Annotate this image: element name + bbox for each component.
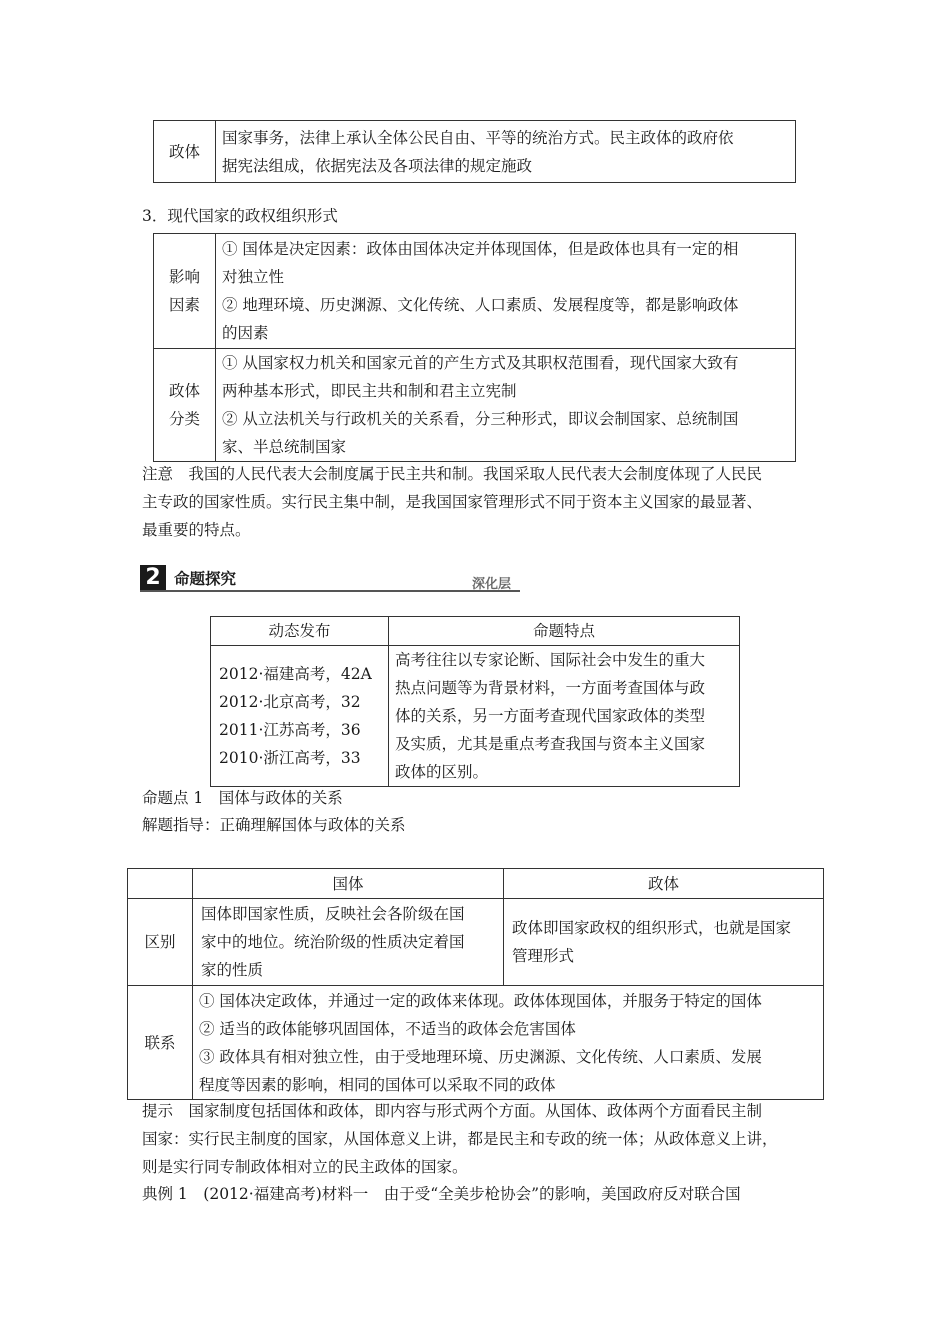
- diff-line: 家中的地位。统治阶级的性质决定着国: [201, 933, 465, 951]
- section3-heading: 3．现代国家的政权组织形式: [142, 207, 338, 225]
- features-line: 政体的区别。: [395, 763, 489, 781]
- connection-content: [193, 986, 824, 1100]
- connection-line: ③ 政体具有相对独立性，由于受地理环境、历史渊源、文化传统、人口素质、发展: [199, 1047, 762, 1066]
- difference-guoti: [193, 899, 504, 986]
- point1-guide: 解题指导：正确理解国体与政体的关系: [142, 816, 406, 834]
- connection-line: ① 国体决定政体，并通过一定的政体来体现。政体体现国体，并服务于特定的国体: [199, 991, 762, 1010]
- hint-paragraph: [142, 1097, 778, 1181]
- exam-list: [211, 646, 389, 787]
- top-table-content: [216, 121, 796, 183]
- regime-form-table: [153, 233, 796, 462]
- difference-zhengti: [504, 899, 824, 986]
- hint-line: 提示 国家制度包括国体和政体，即内容与形式两个方面。从国体、政体两个方面看民主制: [142, 1102, 763, 1120]
- features-line: 高考往往以专家论断、国际社会中发生的重大: [395, 651, 706, 669]
- features-line: 热点问题等为背景材料，一方面考查国体与政: [395, 679, 706, 697]
- exam-item: 2011·江苏高考，36: [219, 721, 361, 739]
- diff-line: 政体即国家政权的组织形式，也就是国家: [512, 919, 792, 937]
- exam-item: 2012·福建高考，42A: [219, 665, 372, 683]
- section-subtitle: 深化层: [472, 577, 512, 592]
- diff-line: 家的性质: [201, 961, 264, 979]
- exam-item: 2012·北京高考，32: [219, 693, 361, 711]
- influence-factors-label: [154, 234, 216, 349]
- features-line: 体的关系，另一方面考查现代国家政体的类型: [395, 707, 706, 725]
- influence-factors-content: [216, 234, 796, 349]
- top-table: [153, 120, 796, 183]
- section-number: 2: [140, 565, 166, 591]
- content-line: 的因素: [222, 324, 269, 342]
- section-divider: [140, 590, 520, 592]
- features-text: [389, 646, 740, 787]
- header-guoti: 国体: [193, 869, 504, 899]
- difference-label: 区别: [128, 899, 193, 986]
- features-line: 及实质，尤其是重点考查我国与资本主义国家: [395, 735, 706, 753]
- regime-classification-content: [216, 349, 796, 462]
- content-line: ② 地理环境、历史渊源、文化传统、人口素质、发展程度等，都是影响政体: [222, 296, 739, 314]
- section-title: 命题探究: [174, 570, 237, 588]
- top-table-line: 据宪法组成，依据宪法及各项法律的规定施政: [222, 156, 533, 175]
- hint-line: 则是实行同专制政体相对立的民主政体的国家。: [142, 1158, 468, 1176]
- example-line: 典例 1 (2012·福建高考)材料一 由于受“全美步枪协会”的影响，美国政府反对联合国: [142, 1185, 741, 1203]
- label-line: 影响: [168, 268, 200, 286]
- content-line: 家、半总统制国家: [222, 438, 347, 456]
- exam-item: 2010·浙江高考，33: [219, 749, 361, 767]
- label-line: 政体: [168, 382, 200, 400]
- regime-classification-label: [154, 349, 216, 462]
- content-line: ① 从国家权力机关和国家元首的产生方式及其职权范围看，现代国家大致有: [222, 354, 739, 372]
- header-zhengti: 政体: [504, 869, 824, 899]
- note-paragraph: [142, 460, 762, 544]
- point1-title: 命题点 1 国体与政体的关系: [142, 789, 343, 807]
- diff-line: 国体即国家性质，反映社会各阶级在国: [201, 905, 465, 923]
- header-dynamic-release: 动态发布: [211, 617, 389, 646]
- content-line: 对独立性: [222, 268, 285, 286]
- dynamic-release-table: [210, 616, 740, 787]
- section-banner: [140, 565, 520, 593]
- header-proposition-features: 命题特点: [389, 617, 740, 646]
- hint-line: 国家：实行民主制度的国家，从国体意义上讲，都是民主和专政的统一体；从政体意义上讲，: [142, 1130, 778, 1148]
- top-table-label: 政体: [154, 121, 216, 183]
- note-line: 注意 我国的人民代表大会制度属于民主共和制。我国采取人民代表大会制度体现了人民民: [142, 465, 763, 483]
- connection-label: 联系: [128, 986, 193, 1100]
- empty-header-cell: [128, 869, 193, 899]
- comparison-table: [127, 868, 824, 1100]
- content-line: ① 国体是决定因素：政体由国体决定并体现国体，但是政体也具有一定的相: [222, 240, 739, 258]
- top-table-line: 国家事务，法律上承认全体公民自由、平等的统治方式。民主政体的政府依: [222, 128, 734, 147]
- diff-line: 管理形式: [512, 947, 575, 965]
- note-line: 主专政的国家性质。实行民主集中制，是我国国家管理形式不同于资本主义国家的最显著、: [142, 493, 763, 511]
- content-line: ② 从立法机关与行政机关的关系看，分三种形式，即议会制国家、总统制国: [222, 410, 739, 428]
- connection-line: ② 适当的政体能够巩固国体，不适当的政体会危害国体: [199, 1019, 576, 1038]
- content-line: 两种基本形式，即民主共和制和君主立宪制: [222, 382, 517, 400]
- label-line: 分类: [168, 410, 200, 428]
- connection-line: 程度等因素的影响，相同的国体可以采取不同的政体: [199, 1075, 556, 1094]
- label-line: 因素: [168, 296, 200, 314]
- note-line: 最重要的特点。: [142, 521, 251, 539]
